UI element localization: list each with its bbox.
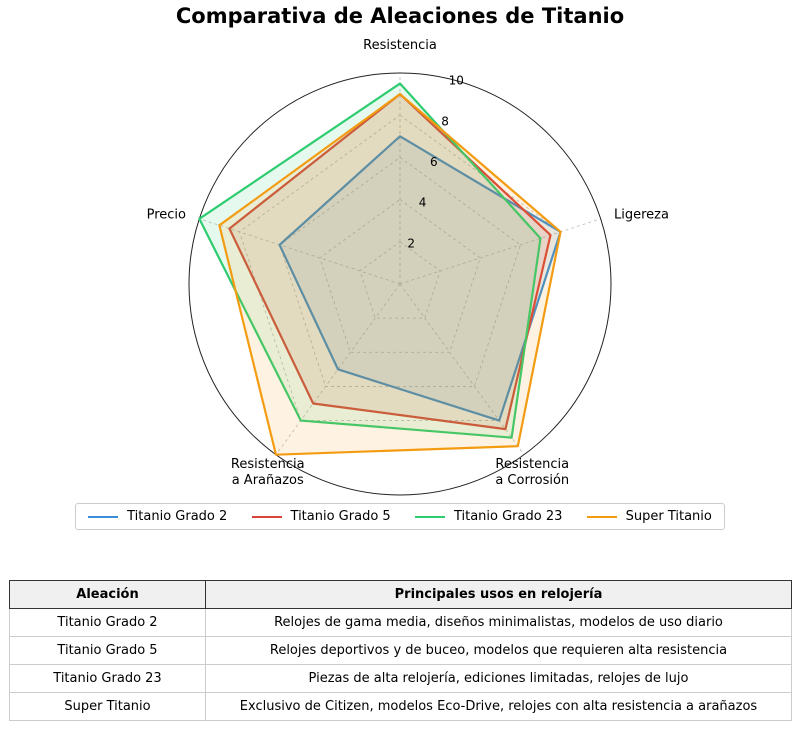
table-header-cell: Aleación xyxy=(10,581,206,609)
table-cell: Piezas de alta relojería, ediciones limitadas, relojes de lujo xyxy=(206,665,792,693)
table-row xyxy=(10,693,792,721)
table-cell: Relojes deportivos y de buceo, modelos que requieren alta resistencia xyxy=(206,637,792,665)
uses-table xyxy=(9,580,792,721)
table-cell: Relojes de gama media, diseños minimalistas, modelos de uso diario xyxy=(206,609,792,637)
radial-tick-label: 2 xyxy=(407,236,416,251)
table-header-cell: Principales usos en relojería xyxy=(206,581,792,609)
legend-item xyxy=(415,509,562,524)
table-row xyxy=(10,637,792,665)
legend-label: Super Titanio xyxy=(625,509,712,524)
axis-label xyxy=(231,457,305,488)
table-row xyxy=(10,609,792,637)
radial-tick-label: 8 xyxy=(441,114,449,129)
axis-label-line: Resistencia xyxy=(495,457,570,473)
legend-item xyxy=(88,509,227,524)
radar-series xyxy=(199,84,560,455)
table-cell: Exclusivo de Citizen, modelos Eco-Drive, relojes con alta resistencia a arañazos xyxy=(206,693,792,721)
legend-label: Titanio Grado 5 xyxy=(290,509,391,524)
legend-label: Titanio Grado 23 xyxy=(453,509,563,524)
legend-item xyxy=(587,509,712,524)
series-polygon xyxy=(219,94,560,455)
table-cell: Titanio Grado 5 xyxy=(10,637,206,665)
table-cell: Titanio Grado 2 xyxy=(10,609,206,637)
axis-label-line: Resistencia xyxy=(363,38,437,53)
axis-label-line: Resistencia xyxy=(230,457,305,473)
legend-label: Titanio Grado 2 xyxy=(127,509,228,524)
table-header-row xyxy=(10,581,792,609)
chart-title: Comparativa de Aleaciones de Titanio xyxy=(175,4,625,28)
axis-label xyxy=(363,38,437,53)
axis-label-line: a Arañazos xyxy=(231,473,304,489)
legend-item xyxy=(252,509,391,524)
radial-tick-label: 10 xyxy=(448,73,464,88)
axis-label-line: Precio xyxy=(146,207,187,223)
radial-tick-label: 4 xyxy=(418,195,427,210)
table-cell: Titanio Grado 23 xyxy=(10,665,206,693)
legend-swatch xyxy=(415,516,445,518)
legend-swatch xyxy=(88,516,118,518)
table-cell: Super Titanio xyxy=(10,693,206,721)
axis-label xyxy=(147,207,186,222)
legend xyxy=(75,503,725,530)
table-row xyxy=(10,665,792,693)
axis-label xyxy=(614,207,669,222)
legend-swatch xyxy=(587,516,617,518)
legend-swatch xyxy=(252,516,282,518)
axis-label xyxy=(495,457,569,488)
radial-tick-label: 6 xyxy=(429,154,438,169)
axis-label-line: Ligereza xyxy=(613,207,669,223)
axis-label-line: a Corrosión xyxy=(495,473,570,489)
